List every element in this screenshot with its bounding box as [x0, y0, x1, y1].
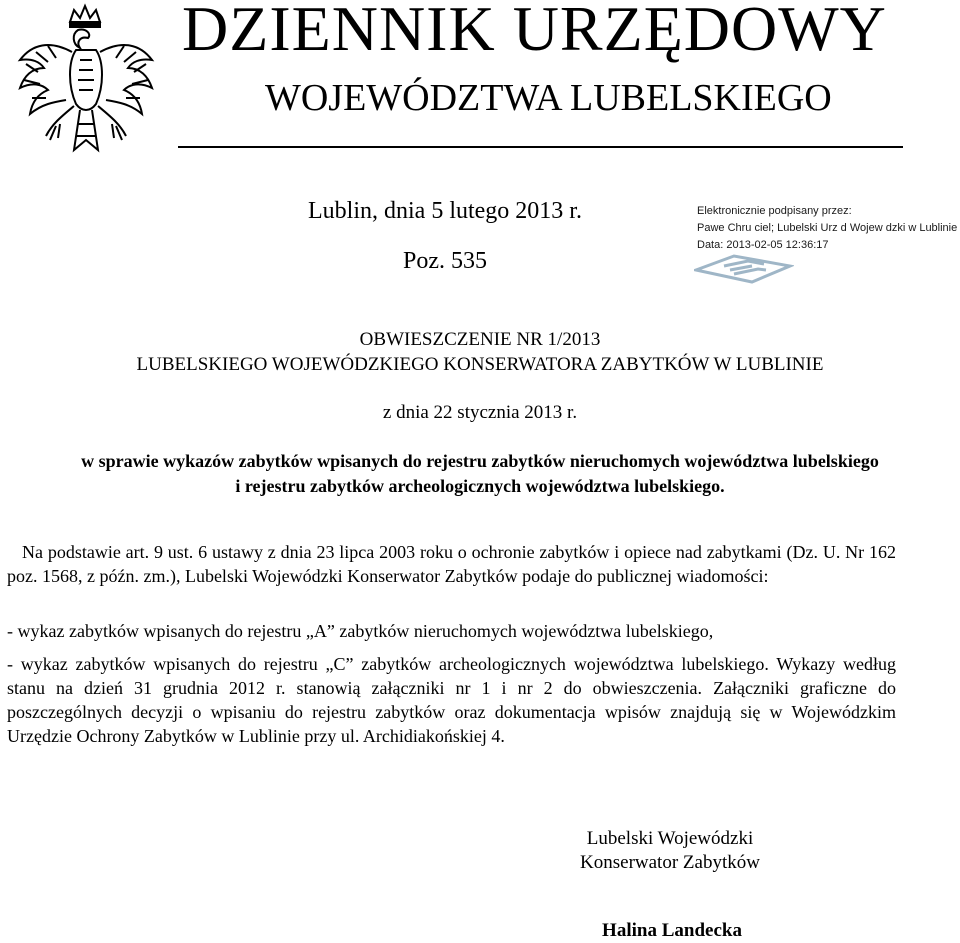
- signoff-office-line-1: Lubelski Wojewódzki: [586, 828, 754, 849]
- masthead-subtitle: WOJEWÓDZTWA LUBELSKIEGO: [265, 77, 832, 119]
- subject-line-2: i rejestru zabytków archeologicznych województwa lubelskiego.: [235, 476, 725, 496]
- list-item: - wykaz zabytków wpisanych do rejestru „C” zabytków archeologicznych województwa lubelskiego. Wykazy według stanu na dzień 31 grudnia 2012 r. stanowią załączniki nr 1 i nr 2 do obwieszczenia. Załączniki graficzne do poszczególnych decyzji o wpisaniu do rejestru zabytków oraz dokumentacja wpisów znajdują się w Wojewódzkim Urzędzie Ochrony Zabytków w Lublinie przy ul. Archidiakońskiej 4.: [7, 654, 896, 746]
- list-item: - wykaz zabytków wpisanych do rejestru „A” zabytków nieruchomych województwa lubelskiego,: [7, 621, 714, 641]
- place-and-date: Lublin, dnia 5 lutego 2013 r.: [308, 198, 582, 224]
- polish-eagle-emblem-icon: [10, 0, 160, 170]
- announcement-subject: [0, 449, 960, 499]
- signoff-office: [0, 827, 960, 875]
- electronic-signature-info: [697, 203, 957, 254]
- body-paragraph: Na podstawie art. 9 ust. 6 ustawy z dnia 23 lipca 2003 roku o ochronie zabytków i opiece nad zabytkami (Dz. U. Nr 162 poz. 1568, z późn. zm.), Lubelski Wojewódzki Konserwator Zabytków podaje do publicznej wiadomości:: [7, 542, 896, 586]
- masthead-divider: [178, 146, 903, 148]
- announcement-authority: LUBELSKIEGO WOJEWÓDZKIEGO KONSERWATORA ZABYTKÓW W LUBLINIE: [136, 354, 824, 375]
- signature-date: Data: 2013-02-05 12:36:17: [697, 239, 829, 251]
- signoff-office-line-2: Konserwator Zabytków: [580, 852, 760, 873]
- signature-signer: Pawe Chru ciel; Lubelski Urz d Wojew dzki w Lublinie: [697, 222, 958, 234]
- e-signature-logo-icon: [694, 252, 794, 284]
- announcement-date: z dnia 22 stycznia 2013 r.: [382, 402, 578, 423]
- position-number: Poz. 535: [403, 248, 487, 274]
- signature-label: Elektronicznie podpisany przez:: [697, 205, 852, 217]
- masthead-title: DZIENNIK URZĘDOWY: [182, 0, 887, 64]
- signoff-name: Halina Landecka: [602, 920, 742, 941]
- subject-line-1: w sprawie wykazów zabytków wpisanych do rejestru zabytków nieruchomych województwa lubelskiego: [81, 451, 879, 471]
- announcement-title: OBWIESZCZENIE NR 1/2013: [359, 329, 601, 350]
